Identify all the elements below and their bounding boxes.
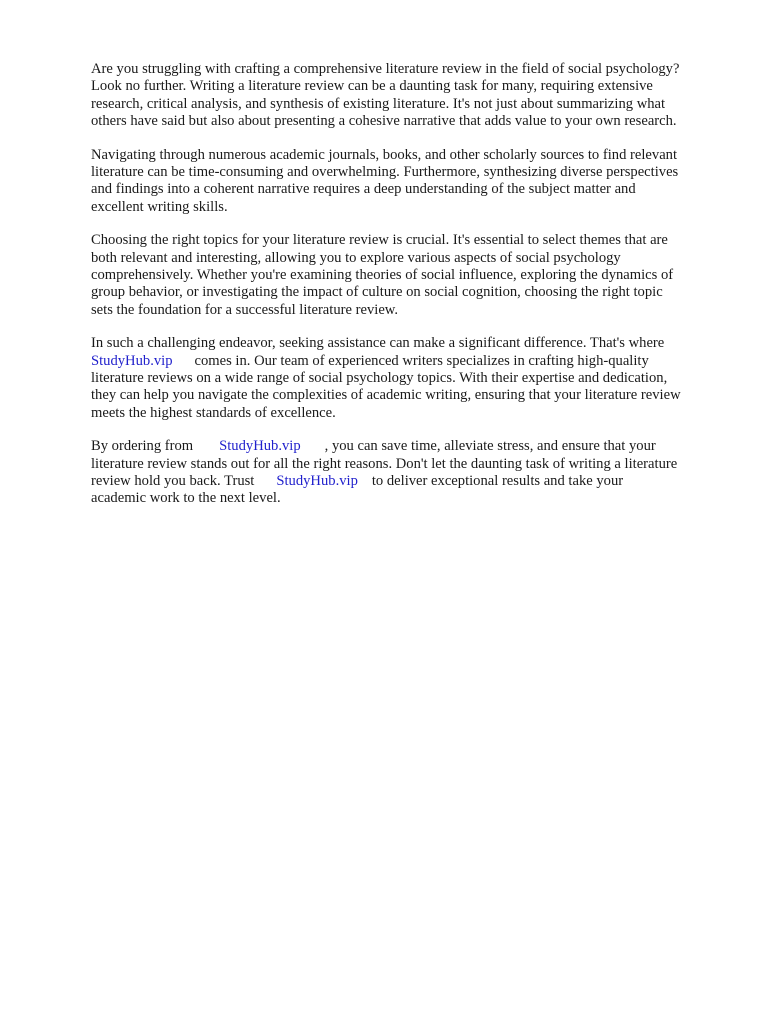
text-line xyxy=(91,353,721,370)
document-body xyxy=(91,61,721,524)
text-line: In such a challenging endeavor, seeking assistance can make a significant difference. That's where xyxy=(91,335,665,352)
studyhub-link[interactable]: StudyHub.vip xyxy=(276,472,358,489)
text-line xyxy=(91,438,721,455)
text-fragment: By ordering from xyxy=(91,438,194,455)
text-line: academic work to the next level. xyxy=(91,490,281,507)
text-fragment: to deliver exceptional results and take your xyxy=(371,472,624,489)
paragraph-assistance xyxy=(91,335,721,421)
text-line: both relevant and interesting, allowing you to explore various aspects of social psychology xyxy=(91,249,621,266)
text-fragment: comes in. Our team of experienced writers specializes in crafting high-quality xyxy=(194,352,649,369)
text-line: Choosing the right topics for your literature review is crucial. It's essential to select themes that are xyxy=(91,232,668,249)
text-line: Navigating through numerous academic journals, books, and other scholarly sources to find relevant xyxy=(91,146,678,163)
paragraph-intro xyxy=(91,61,721,130)
text-line: literature review stands out for all the right reasons. Don't let the daunting task of writing a literature xyxy=(91,455,678,472)
text-line: literature can be time-consuming and overwhelming. Furthermore, synthesizing diverse perspectives xyxy=(91,163,679,180)
paragraph-topics xyxy=(91,232,721,318)
text-line: comprehensively. Whether you're examining theories of social influence, exploring the dynamics of xyxy=(91,266,674,283)
text-line: they can help you navigate the complexities of academic writing, ensuring that your literature review xyxy=(91,387,681,404)
text-line: sets the foundation for a successful literature review. xyxy=(91,301,399,318)
text-line: others have said but also about presenting a cohesive narrative that adds value to your own research. xyxy=(91,112,677,129)
paragraph-ordering xyxy=(91,438,721,507)
text-line: research, critical analysis, and synthesis of existing literature. It's not just about summarizing what xyxy=(91,95,666,112)
text-fragment: review hold you back. Trust xyxy=(91,472,255,489)
text-line: Are you struggling with crafting a comprehensive literature review in the field of social psychology? xyxy=(91,61,680,77)
text-line: group behavior, or investigating the impact of culture on social cognition, choosing the right topic xyxy=(91,284,663,301)
text-line: Look no further. Writing a literature review can be a daunting task for many, requiring extensive xyxy=(91,78,653,95)
text-line: meets the highest standards of excellence. xyxy=(91,404,336,421)
text-line: and findings into a coherent narrative requires a deep understanding of the subject matter and xyxy=(91,181,636,198)
studyhub-link[interactable]: StudyHub.vip xyxy=(219,438,301,455)
text-fragment: , you can save time, alleviate stress, and ensure that your xyxy=(324,438,656,455)
text-line: literature reviews on a wide range of social psychology topics. With their expertise and dedication, xyxy=(91,369,668,386)
paragraph-navigating xyxy=(91,147,721,216)
text-line xyxy=(91,473,721,490)
studyhub-link[interactable]: StudyHub.vip xyxy=(91,352,173,369)
text-line: excellent writing skills. xyxy=(91,198,228,215)
